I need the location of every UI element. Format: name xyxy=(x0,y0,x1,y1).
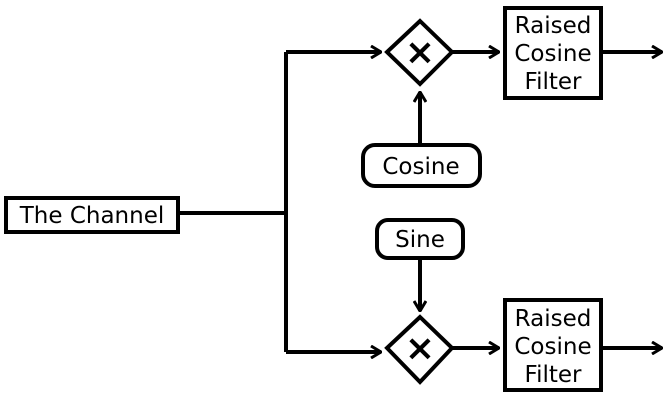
bottom-filter-label-line-3: Filter xyxy=(524,362,582,388)
top-mixer-symbol: × xyxy=(404,32,436,73)
bottom-mixer-symbol: × xyxy=(404,328,436,369)
bottom-filter-label-line-1: Raised xyxy=(514,306,592,332)
cosine-label: Cosine xyxy=(382,154,460,180)
bottom-filter-label-line-2: Cosine xyxy=(514,334,592,360)
sine-label: Sine xyxy=(395,227,445,253)
top-filter-label-line-3: Filter xyxy=(524,69,582,95)
top-filter-label-line-1: Raised xyxy=(514,13,592,39)
top-filter-label-line-2: Cosine xyxy=(514,41,592,67)
input-label: The Channel xyxy=(19,203,165,229)
